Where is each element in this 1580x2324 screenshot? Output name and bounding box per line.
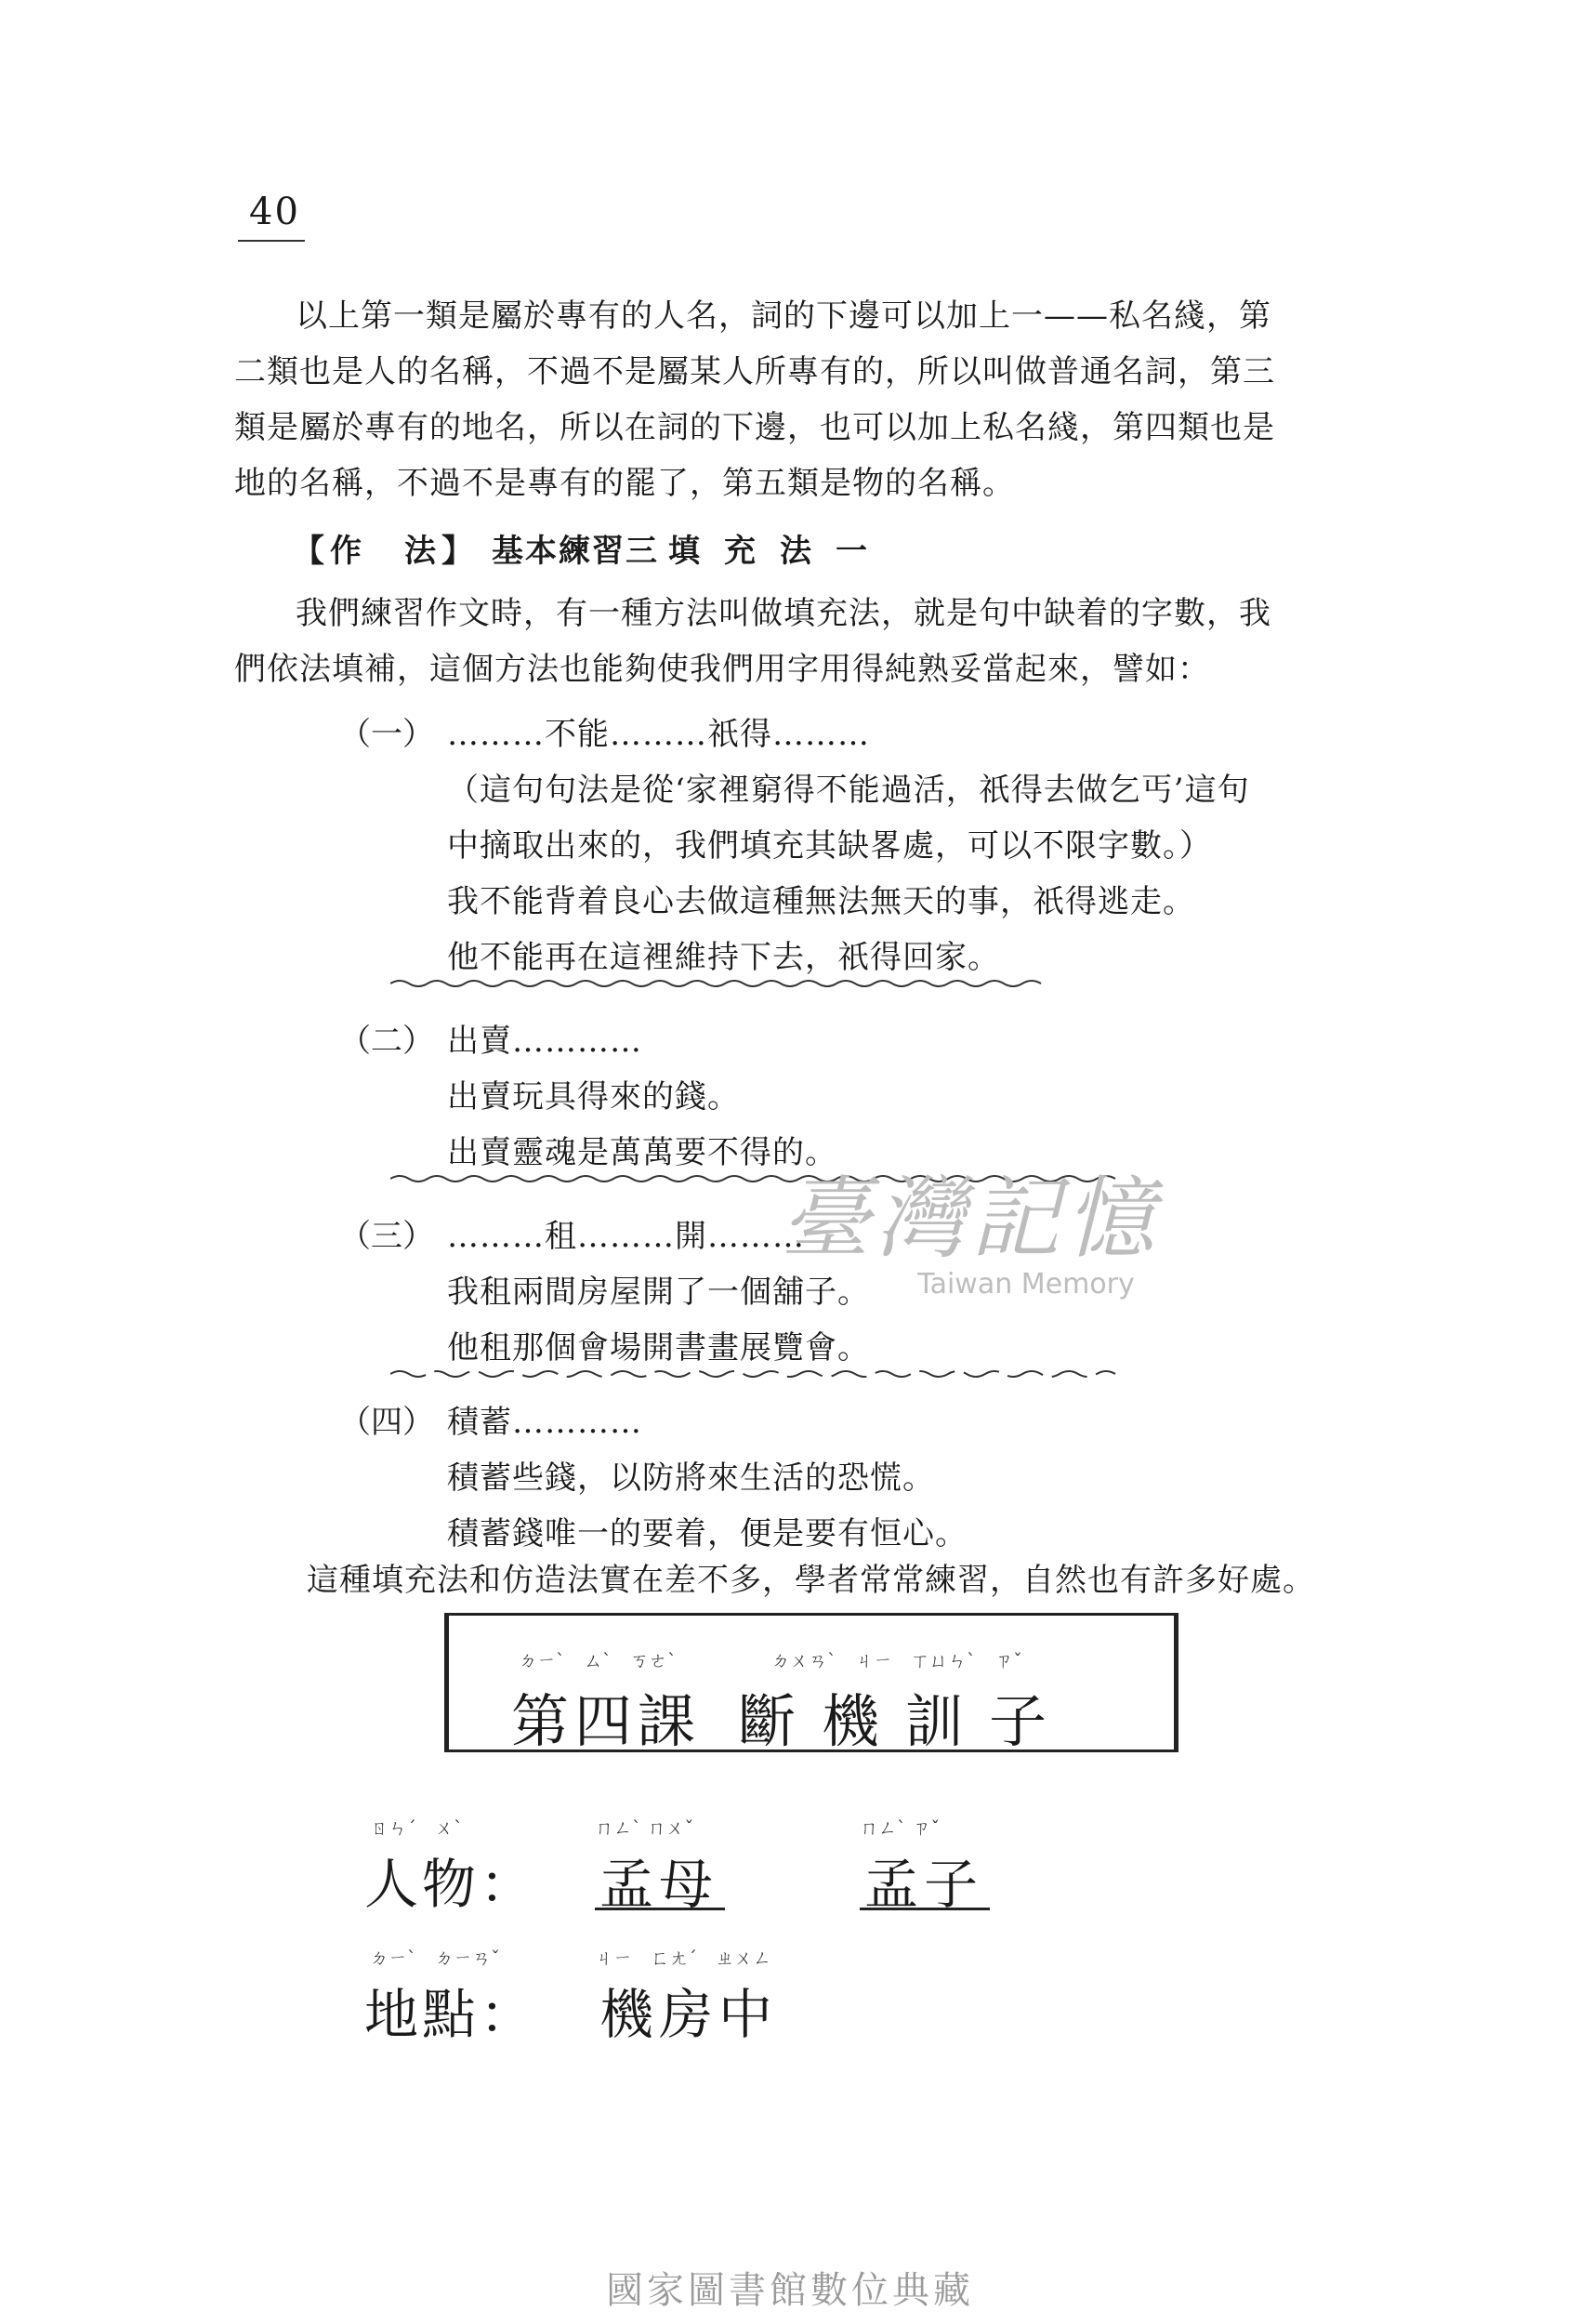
paragraph-line-3: 類是屬於專有的地名，所以在詞的下邊，也可以加上私名綫，第四類也是 <box>234 409 1275 446</box>
watermark-chinese: 臺灣記憶 <box>781 1167 1160 1271</box>
method-title-spaced: 填充法一 <box>668 533 891 570</box>
lesson-title-prefix: 第四課 <box>511 1687 702 1755</box>
location-label-zhuyin: ㄉㄧˋ ㄉㄧㄢˇ <box>370 1947 500 1969</box>
example-3-line-1: 我租兩間房屋開了一個舖子。 <box>447 1274 870 1311</box>
example-4-number: （四） <box>339 1404 434 1441</box>
characters-label-zhuyin: ㄖㄣˊ ㄨˋ <box>370 1816 463 1839</box>
example-1-number: （一） <box>339 716 434 753</box>
example-1-line-2: 中摘取出來的，我們填充其缺畧處，可以不限字數。） <box>447 827 1212 865</box>
example-2-header <box>339 1015 642 1061</box>
example-4-line-1: 積蓄些錢，以防將來生活的恐慌。 <box>447 1459 935 1497</box>
method-heading <box>293 525 891 571</box>
example-2-number: （二） <box>339 1023 434 1060</box>
example-2-pattern: 出賣………… <box>447 1023 642 1060</box>
location-label: 地點： <box>364 1983 538 2046</box>
method-title-main: 基本練習三 <box>492 533 659 570</box>
wavy-divider-1 <box>390 978 1152 989</box>
example-1-line-4: 他不能再在這裡維持下去，祇得回家。 <box>447 939 1000 976</box>
intro-line-1: 我們練習作文時，有一種方法叫做填充法，就是句中缺着的字數，我 <box>296 595 1271 632</box>
watermark-english: Taiwan Memory <box>917 1268 1135 1301</box>
example-1-header <box>339 708 870 754</box>
characters-label: 人物： <box>364 1853 538 1916</box>
example-3-header <box>339 1210 805 1256</box>
example-4-line-2: 積蓄錢唯一的要着，便是要有恒心。 <box>447 1515 968 1552</box>
method-label: 【作 法】 <box>293 533 479 570</box>
character-1-zhuyin: ㄇㄥˋ ㄇㄨˇ <box>595 1816 694 1839</box>
character-1-name: 孟母 <box>599 1853 719 1916</box>
character-2-name: 孟子 <box>864 1853 984 1916</box>
location-value: 機房中 <box>599 1983 779 2046</box>
example-1-line-1: （這句句法是從‘家裡窮得不能過活，祇得去做乞丐’這句 <box>447 772 1250 809</box>
page-number-rule <box>238 240 305 242</box>
page-number: 40 <box>249 191 300 233</box>
example-3-number: （三） <box>339 1218 434 1255</box>
taiwan-memory-watermark <box>781 1148 1160 1301</box>
example-2-line-1: 出賣玩具得來的錢。 <box>447 1078 740 1116</box>
lesson-rest-zhuyin: ㄉㄨㄢˋ ㄐㄧ ㄒㄩㄣˋ ㄗˇ <box>771 1649 1022 1671</box>
example-3-pattern: ………租………開……… <box>447 1218 805 1255</box>
example-4-header <box>339 1396 642 1442</box>
example-4-pattern: 積蓄………… <box>447 1404 642 1441</box>
example-3-line-2: 他租那個會場開書畫展覽會。 <box>447 1329 870 1367</box>
paragraph-line-2: 二類也是人的名稱，不過不是屬某人所專有的，所以叫做普通名詞，第三 <box>234 353 1275 390</box>
library-footer-mark: 國家圖書館數位典藏 <box>606 2269 974 2312</box>
paragraph-line-1: 以上第一類是屬於專有的人名，詞的下邊可以加上一——私名綫，第 <box>296 297 1271 335</box>
wavy-divider-3 <box>390 1368 1152 1380</box>
lesson-title-rest: 斷機訓子 <box>738 1687 1073 1755</box>
lesson-title <box>511 1675 1073 1758</box>
intro-line-2: 們依法填補，這個方法也能夠使我們用字用得純熟妥當起來，譬如： <box>234 651 1210 688</box>
character-2-zhuyin: ㄇㄥˋ ㄗˇ <box>860 1816 941 1839</box>
conclusion-text: 這種填充法和仿造法實在差不多，學者常常練習，自然也有許多好處。 <box>307 1562 1315 1599</box>
example-1-pattern: ………不能………祇得……… <box>447 716 870 753</box>
character-1-underline <box>595 1908 725 1910</box>
character-2-underline <box>860 1908 990 1910</box>
method-title <box>492 533 891 570</box>
lesson-prefix-zhuyin: ㄉㄧˋ ㄙˋ ㄎㄜˋ <box>519 1649 677 1671</box>
example-1-line-3: 我不能背着良心去做這種無法無天的事，祇得逃走。 <box>447 883 1195 920</box>
example-2-line-2: 出賣靈魂是萬萬要不得的。 <box>447 1134 837 1171</box>
paragraph-line-4: 地的名稱，不過不是專有的罷了，第五類是物的名稱。 <box>234 465 1015 502</box>
location-value-zhuyin: ㄐㄧ ㄈㄤˊ ㄓㄨㄥ <box>595 1947 771 1969</box>
